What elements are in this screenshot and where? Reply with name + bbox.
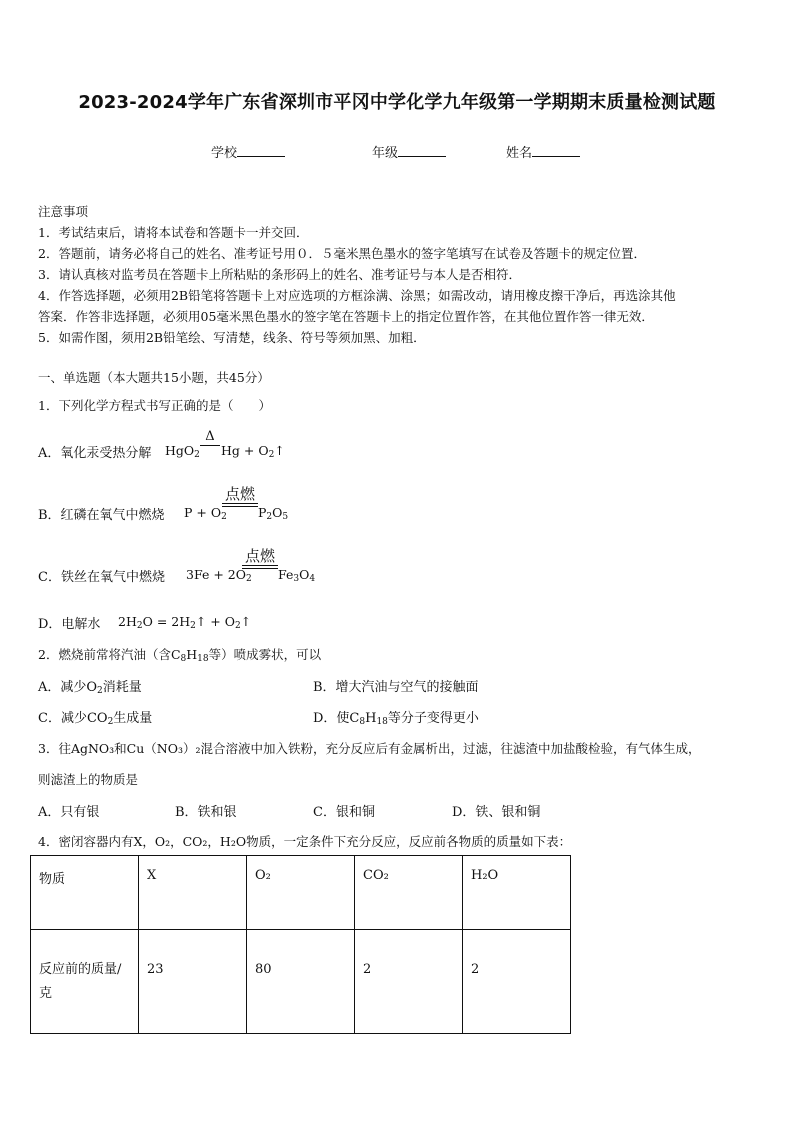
notes-item: 5．如需作图，须用2B铅笔绘、写清楚，线条、符号等须加黑、加粗． (38, 330, 426, 345)
q1-c-products: $Fe_3O_4$ (278, 567, 316, 584)
table-cell: 2 (463, 930, 571, 1034)
q1-b-products: $P_2O_5$ (258, 505, 289, 522)
q1-c-reactants: $3Fe + 2O_2$ (186, 567, 252, 584)
notes-block (38, 201, 676, 348)
q1-option-c[interactable] (38, 566, 165, 585)
q3-option-b[interactable]: B．铁和银 (175, 805, 237, 820)
notes-heading: 注意事项 (38, 204, 89, 219)
table-row (31, 856, 571, 930)
notes-item: 3．请认真核对监考员在答题卡上所粘贴的条形码上的姓名、准考证号与本人是否相符． (38, 267, 521, 282)
section-heading: 一、单选题（本大题共15小题，共45分） (38, 370, 270, 385)
school-label: 学校 (211, 146, 238, 161)
school-field[interactable] (211, 142, 285, 161)
notes-item: 1．考试结束后，请将本试卷和答题卡一并交回． (38, 225, 309, 240)
q1-b-text: B．红磷在氧气中燃烧 (38, 508, 165, 523)
page-title: 2023-2024学年广东省深圳市平冈中学化学九年级第一学期期末质量检测试题 (78, 92, 716, 113)
grade-field[interactable] (372, 142, 446, 161)
notes-item: 2．答题前，请务必将自己的姓名、准考证号用０．５毫米黑色墨水的签字笔填写在试卷及答题卡的规定位置． (38, 246, 646, 261)
q2-option-a[interactable]: A．减少$O_2$消耗量 (38, 680, 142, 696)
table-cell: 23 (139, 930, 247, 1034)
q2-stem: 2．燃烧前常将汽油（含$C_8H_{18}$等）喷成雾状，可以 (38, 647, 322, 664)
q4-stem: 4．密闭容器内有X，O₂，CO₂，H₂O物质，一定条件下充分反应，反应前各物质的质量如下表： (38, 834, 572, 849)
name-blank[interactable] (532, 144, 580, 157)
notes-item: 4．作答选择题，必须用2B铅笔将答题卡上对应选项的方框涂满、涂黑；如需改动，请用橡皮擦干净后，再选涂其他 (38, 288, 676, 303)
table-header-cell: CO₂ (355, 856, 463, 930)
q3-option-a[interactable]: A．只有银 (38, 805, 100, 820)
q1-d-equation: $2H_2O$ = $2H_2↑$ + $O_2↑$ (118, 614, 252, 631)
table-header-cell: O₂ (247, 856, 355, 930)
grade-label: 年级 (372, 146, 399, 161)
q2-option-d[interactable]: D．使$C_8H_{18}$等分子变得更小 (313, 711, 479, 727)
school-blank[interactable] (237, 144, 285, 157)
q1-a-products: $Hg + O_2↑$ (221, 443, 285, 460)
q1-a-equation: HgO$_2$ (165, 443, 200, 460)
grade-blank[interactable] (398, 144, 446, 157)
q3-stem-line1: 3．往AgNO₃和Cu（NO₃）₂混合溶液中加入铁粉，充分反应后有金属析出，过滤，往滤渣中加盐酸检验，有气体生成， (38, 741, 701, 756)
q1-a-condition: Δ (200, 429, 220, 446)
q3-option-c[interactable]: C．银和铜 (313, 805, 375, 820)
q2-option-c[interactable]: C．减少$CO_2$生成量 (38, 711, 153, 727)
name-label: 姓名 (506, 146, 533, 161)
q2-option-b[interactable]: B．增大汽油与空气的接触面 (313, 680, 479, 695)
table-cell: 2 (355, 930, 463, 1034)
q1-stem: 1．下列化学方程式书写正确的是（ ） (38, 398, 271, 413)
table-header-cell: X (139, 856, 247, 930)
q1-a-text: A．氧化汞受热分解 (38, 446, 152, 461)
q1-option-a[interactable] (38, 442, 151, 461)
notes-item: 答案．作答非选择题，必须用05毫米黑色墨水的签字笔在答题卡上的指定位置作答，在其他位置作答一律无效． (38, 309, 654, 324)
q1-b-reactants: $P + O_2$ (184, 505, 227, 522)
q3-stem-line2: 则滤渣上的物质是 (38, 772, 139, 787)
table-cell: 80 (247, 930, 355, 1034)
table-row-label: 反应前的质量/ 克 (31, 930, 139, 1034)
q3-option-d[interactable]: D．铁、银和铜 (452, 805, 541, 820)
q1-d-text: D．电解水 (38, 617, 101, 632)
table-row (31, 930, 571, 1034)
q1-c-text: C．铁丝在氧气中燃烧 (38, 570, 165, 585)
table-header-cell: H₂O (463, 856, 571, 930)
q4-mass-table (30, 855, 571, 1034)
q1-c-condition: 点燃 (242, 549, 278, 569)
q1-option-d[interactable] (38, 613, 100, 632)
q1-b-condition: 点燃 (222, 487, 258, 507)
table-header-cell: 物质 (31, 856, 139, 930)
name-field[interactable] (506, 142, 580, 161)
q1-option-b[interactable] (38, 504, 165, 523)
